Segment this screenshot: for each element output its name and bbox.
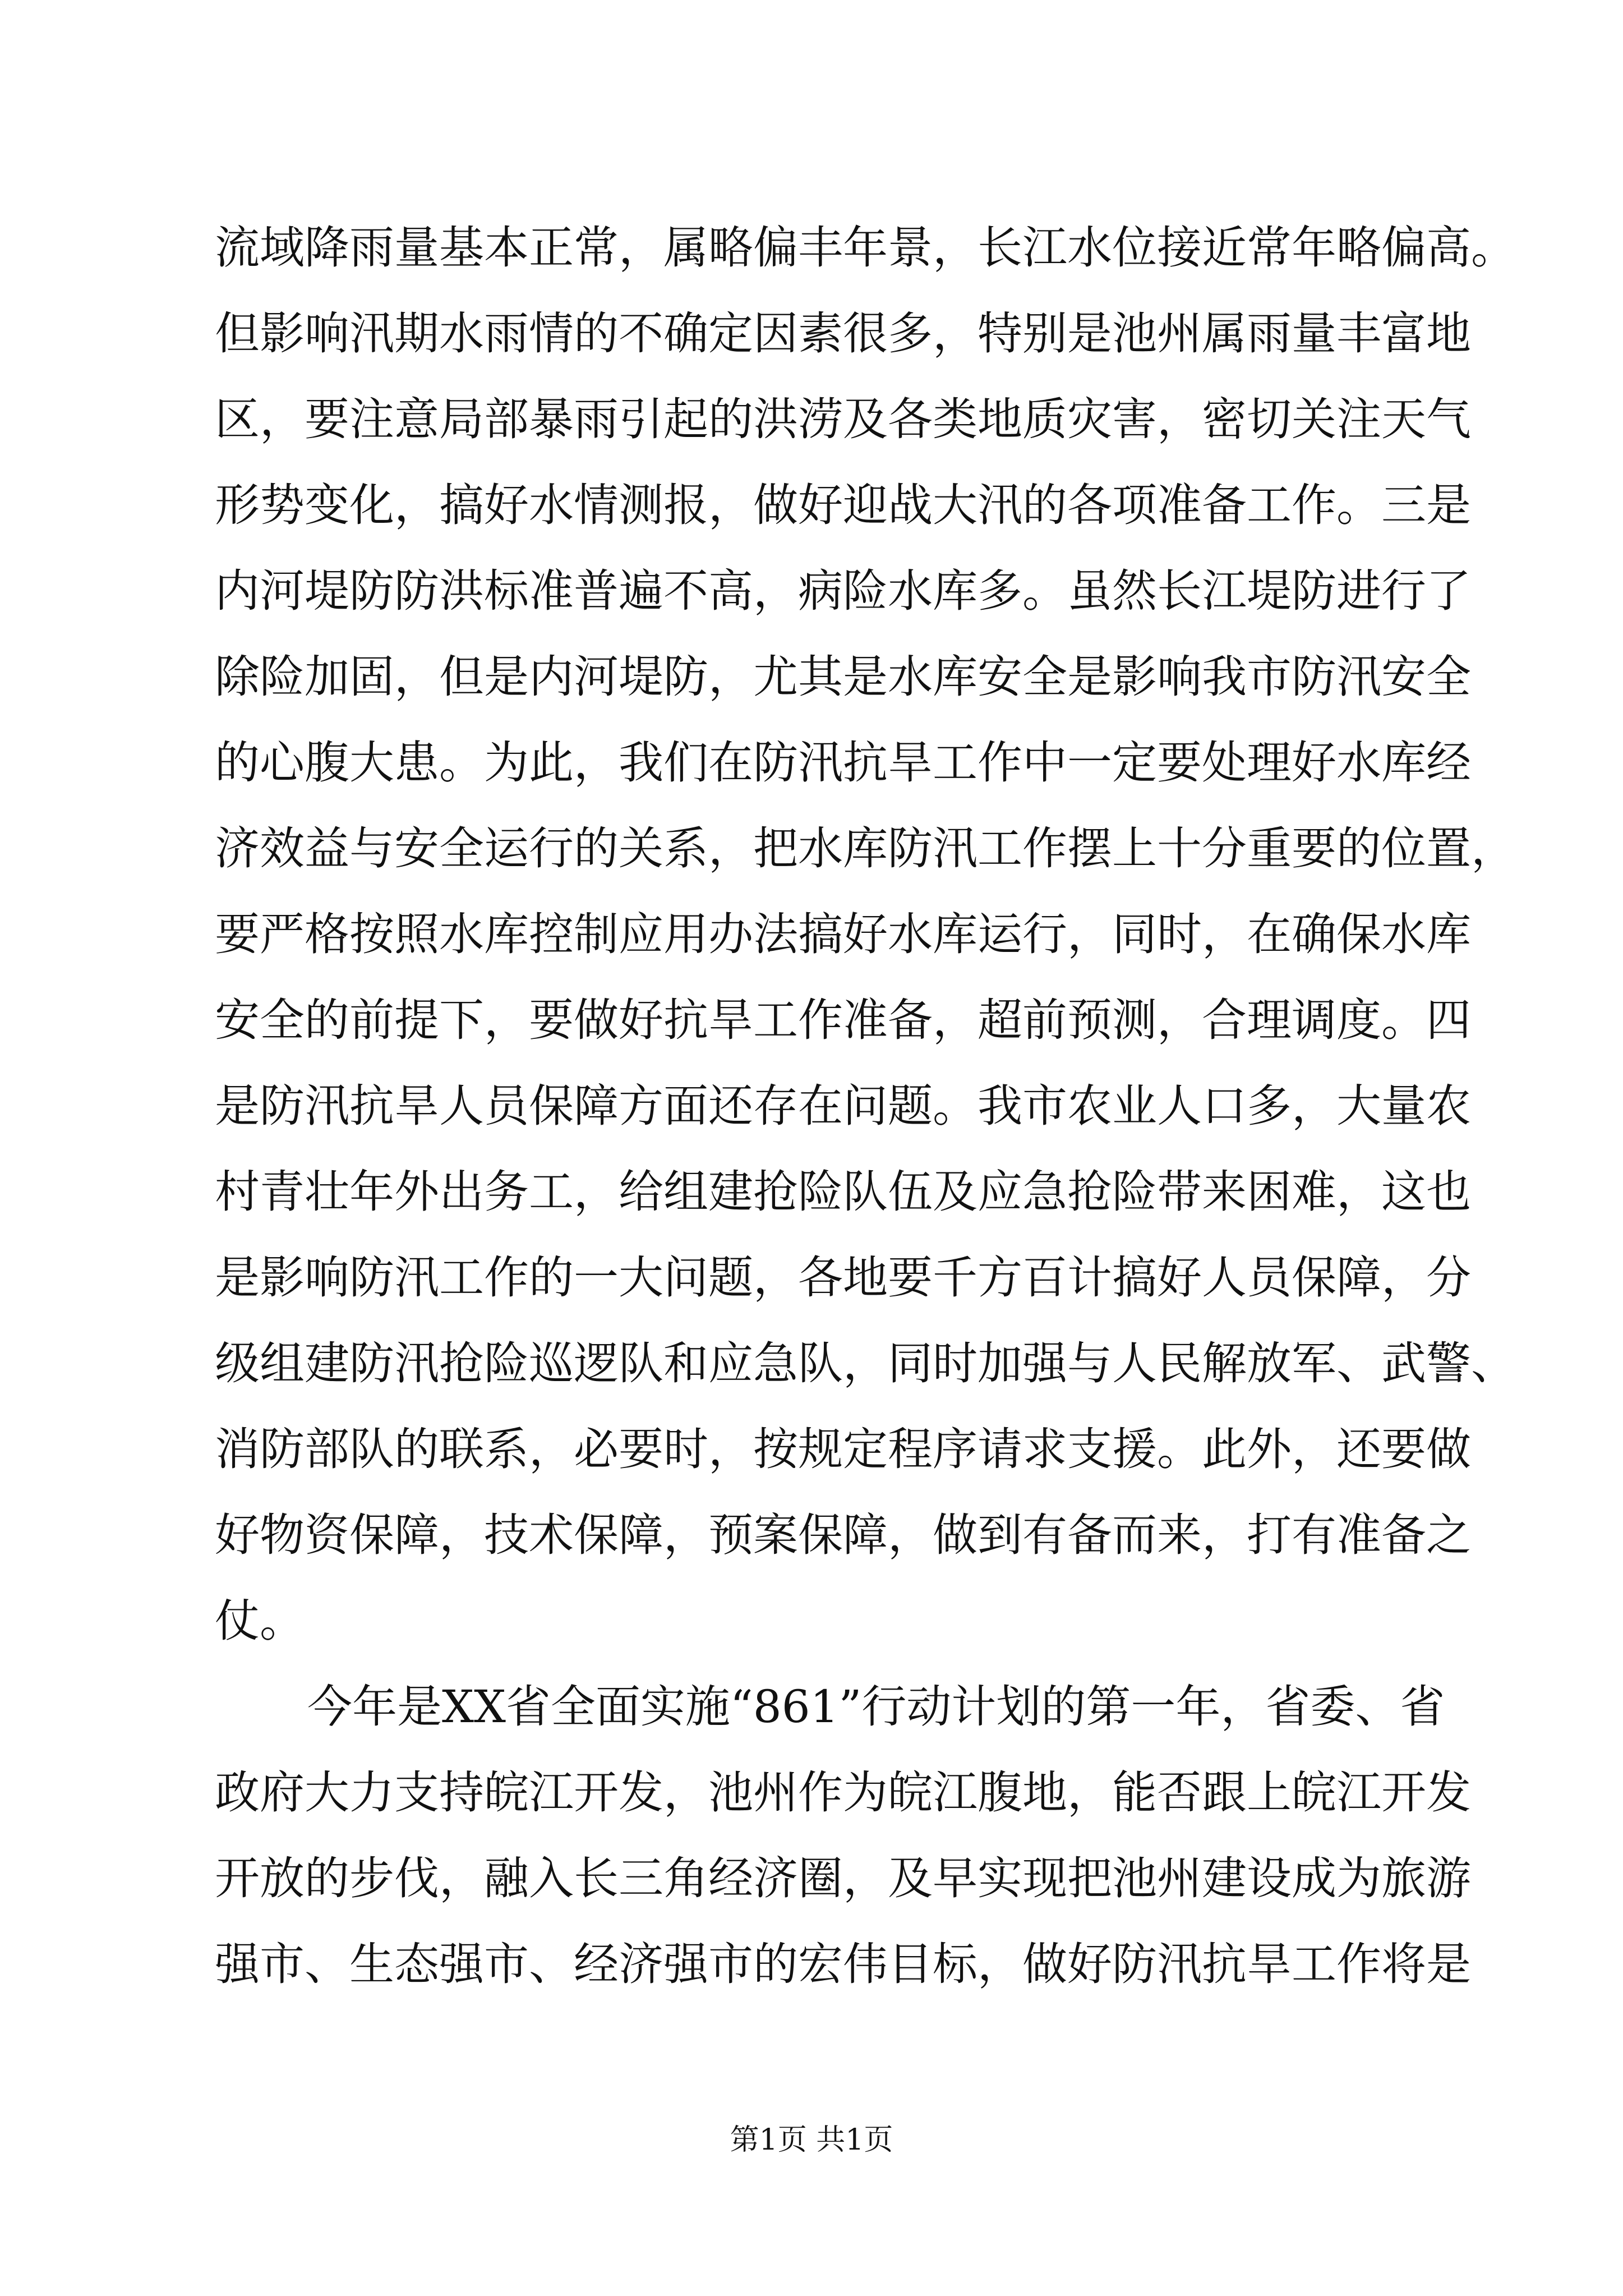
text-line: 的心腹大患。为此，我们在防汛抗旱工作中一定要处理好水库经 [215,737,1471,789]
text-line: 好物资保障，技术保障，预案保障，做到有备而来，打有准备之 [215,1509,1471,1561]
text-line: 要严格按照水库控制应用办法搞好水库运行，同时，在确保水库 [215,908,1471,960]
text-line: 区，要注意局部暴雨引起的洪涝及各类地质灾害，密切关注天气 [215,393,1471,445]
text-line: 除险加固，但是内河堤防，尤其是水库安全是影响我市防汛安全 [215,651,1471,703]
text-line: 级组建防汛抢险巡逻队和应急队，同时加强与人民解放军、武警、 [215,1337,1516,1389]
text-line: 政府大力支持皖江开发，池州作为皖江腹地，能否跟上皖江开发 [215,1766,1471,1819]
text-line: 仗。 [215,1595,305,1647]
text-line: 是防汛抗旱人员保障方面还存在问题。我市农业人口多，大量农 [215,1080,1471,1132]
text-line: 形势变化，搞好水情测报，做好迎战大汛的各项准备工作。三是 [215,479,1471,531]
text-line: 流域降雨量基本正常，属略偏丰年景，长江水位接近常年略偏高。 [215,222,1516,274]
text-line: 济效益与安全运行的关系，把水库防汛工作摆上十分重要的位置， [215,822,1516,875]
text-line: 但影响汛期水雨情的不确定因素很多，特别是池州属雨量丰富地 [215,307,1471,360]
text-line: 内河堤防防洪标准普遍不高，病险水库多。虽然长江堤防进行了 [215,565,1471,617]
text-line: 开放的步伐，融入长三角经济圈，及早实现把池州建设成为旅游 [215,1852,1471,1904]
document-body [215,205,1516,2007]
page-number-footer: 第1页 共1页 [730,2123,893,2157]
text-line: 消防部队的联系，必要时，按规定程序请求支援。此外，还要做 [215,1423,1471,1475]
text-line: 村青壮年外出务工，给组建抢险队伍及应急抢险带来困难，这也 [215,1166,1471,1218]
paragraph-first-line: 今年是XX省全面实施“861”行动计划的第一年，省委、省 [307,1681,1445,1733]
text-line: 是影响防汛工作的一大问题，各地要千方百计搞好人员保障，分 [215,1251,1471,1304]
text-line: 强市、生态强市、经济强市的宏伟目标，做好防汛抗旱工作将是 [215,1938,1471,1990]
text-line: 安全的前提下，要做好抗旱工作准备，超前预测，合理调度。四 [215,994,1471,1046]
